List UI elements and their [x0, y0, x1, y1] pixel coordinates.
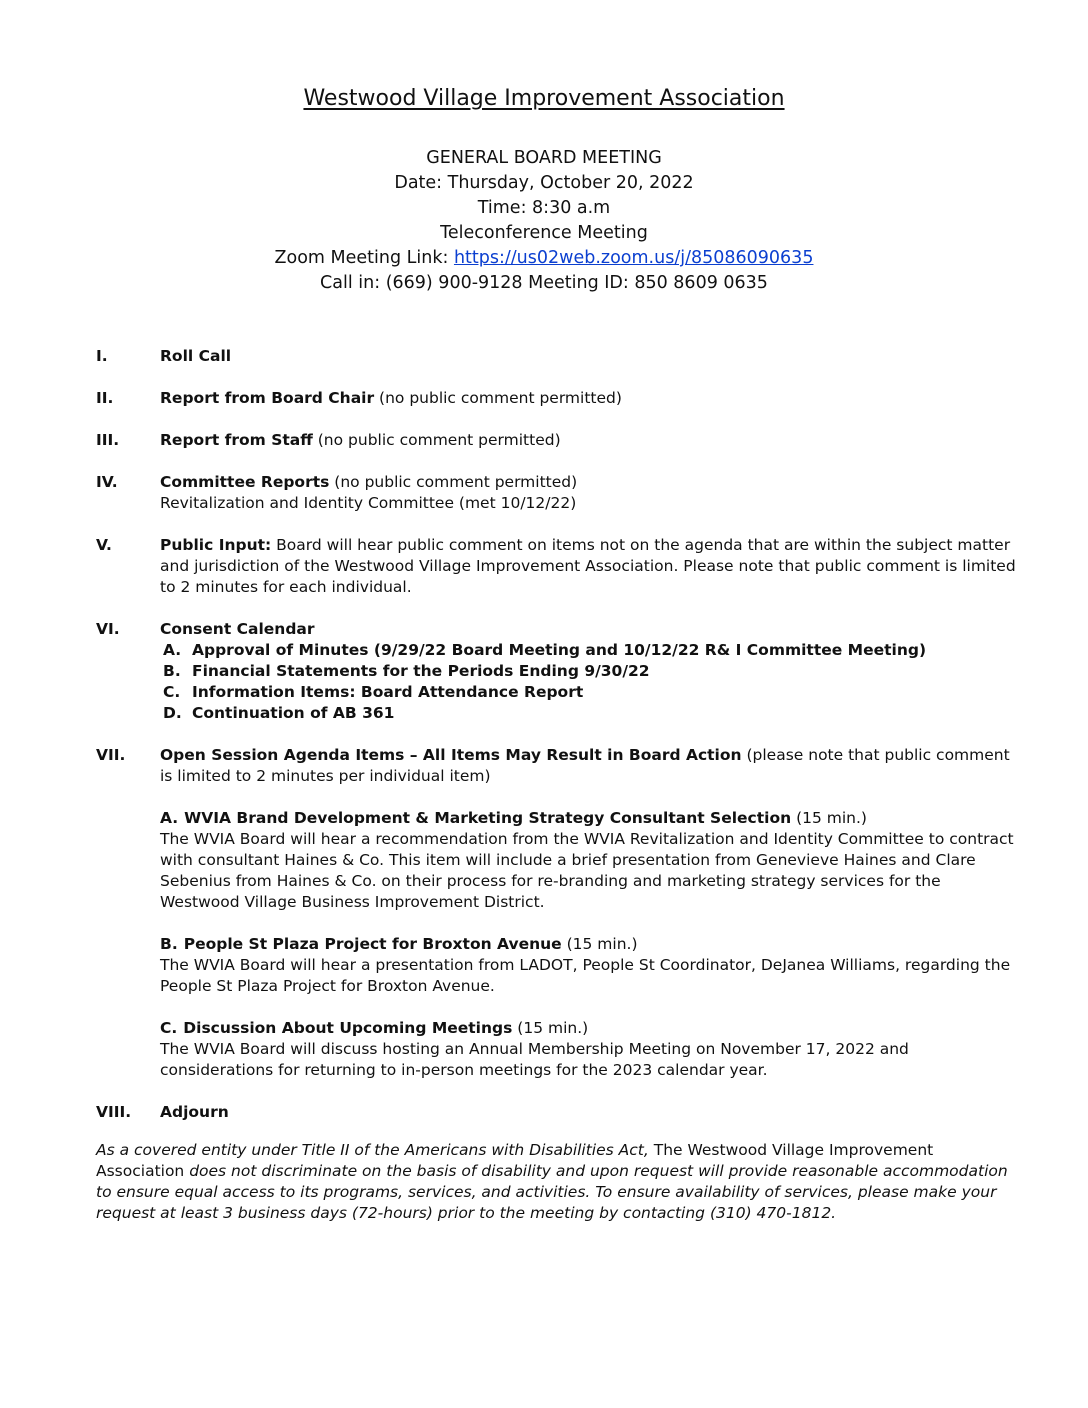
agenda-item-consent-calendar — [96, 619, 1016, 724]
item-title: Roll Call — [160, 347, 232, 365]
topic-description: The WVIA Board will hear a presentation from LADOT, People St Coordinator, DeJanea Williams, regarding the People St Plaza Project for Broxton Avenue. — [160, 956, 1011, 995]
agenda-item-staff-report — [96, 430, 1016, 451]
topic-letter: B. — [160, 935, 178, 953]
item-title: Adjourn — [160, 1103, 229, 1121]
item-note: (please note that public comment is limited to 2 minutes per individual item) — [160, 746, 1010, 785]
item-detail: Revitalization and Identity Committee (met 10/12/22) — [160, 494, 577, 512]
open-session-topic — [160, 1018, 1016, 1081]
item-note: (no public comment permitted) — [329, 473, 578, 491]
meeting-format: Teleconference Meeting — [440, 223, 648, 243]
item-note: Board will hear public comment on items not on the agenda that are within the subject matter and jurisdiction of the Westwood Village Improvement Association. Please note that public comment is limited to 2 minutes for each individual. — [160, 536, 1016, 596]
notice-org: The Westwood Village Improvement Association — [96, 1141, 934, 1180]
item-title: Report from Board Chair — [160, 389, 375, 407]
item-number: VII. — [96, 746, 126, 764]
org-title: Westwood Village Improvement Association — [303, 86, 785, 111]
topic-duration: (15 min.) — [561, 935, 638, 953]
topic-title: WVIA Brand Development & Marketing Strategy Consultant Selection — [184, 809, 792, 827]
agenda-item-board-chair-report — [96, 388, 1016, 409]
list-item: D. Continuation of AB 361 — [163, 704, 395, 722]
item-number: IV. — [96, 473, 118, 491]
ada-notice — [96, 1140, 1016, 1224]
zoom-line — [0, 246, 1088, 271]
item-title: Public Input: — [160, 536, 272, 554]
zoom-link[interactable]: https://us02web.zoom.us/j/85086090635 — [453, 248, 814, 268]
agenda-list — [96, 346, 1016, 1144]
item-title: Committee Reports — [160, 473, 330, 491]
open-session-topic — [160, 934, 1016, 997]
topic-duration: (15 min.) — [512, 1019, 589, 1037]
agenda-item-committee-reports — [96, 472, 1016, 514]
item-number: I. — [96, 347, 108, 365]
item-title: Report from Staff — [160, 431, 313, 449]
list-item: A. Approval of Minutes (9/29/22 Board Meeting and 10/12/22 R& I Committee Meeting) — [163, 641, 927, 659]
topic-description: The WVIA Board will discuss hosting an Annual Membership Meeting on November 17, 2022 and considerations for returning to in-person meetings for the 2023 calendar year. — [160, 1040, 909, 1079]
list-item: C. Information Items: Board Attendance Report — [163, 683, 584, 701]
open-session-topic — [160, 808, 1016, 913]
item-number: II. — [96, 389, 114, 407]
meeting-time: Time: 8:30 a.m — [477, 198, 611, 218]
item-number: V. — [96, 536, 112, 554]
topic-duration: (15 min.) — [791, 809, 867, 827]
topic-description: The WVIA Board will hear a recommendation from the WVIA Revitalization and Identity Committee to contract with consultant Haines & Co. This item will include a brief presentation from Genevieve Haines and Clare Sebenius from Haines & Co. on their process for re-branding and marketing strategy services for the Westwood Village Business Improvement District. — [160, 830, 1014, 911]
agenda-item-adjourn — [96, 1102, 1016, 1123]
item-number: VIII. — [96, 1103, 132, 1121]
meeting-type: GENERAL BOARD MEETING — [426, 148, 662, 168]
notice-rest: does not discriminate on the basis of disability and upon request will provide reasonable accommodation to ensure equal access to its programs, services, and activities. To ensure availability of services, please make your request at least 3 business days (72-hours) prior to the meeting by contacting (310) 470-1812. — [96, 1162, 1008, 1222]
consent-sublist — [160, 640, 1016, 724]
topic-title: People St Plaza Project for Broxton Avenue — [183, 935, 562, 953]
zoom-label: Zoom Meeting Link: — [274, 248, 454, 268]
item-note: (no public comment permitted) — [312, 431, 561, 449]
agenda-item-public-input — [96, 535, 1016, 598]
item-number: VI. — [96, 620, 120, 638]
notice-lead: As a covered entity under Title II of the Americans with Disabilities Act, — [96, 1141, 649, 1159]
item-number: III. — [96, 431, 120, 449]
meeting-date: Date: Thursday, October 20, 2022 — [394, 173, 694, 193]
call-in-line: Call in: (669) 900-9128 Meeting ID: 850 8609 0635 — [320, 273, 768, 293]
item-note: (no public comment permitted) — [374, 389, 622, 407]
topic-title: Discussion About Upcoming Meetings — [183, 1019, 513, 1037]
list-item: B. Financial Statements for the Periods Ending 9/30/22 — [163, 662, 650, 680]
item-title: Consent Calendar — [160, 620, 315, 638]
topic-letter: C. — [160, 1019, 178, 1037]
item-title: Open Session Agenda Items – All Items May Result in Board Action — [160, 746, 742, 764]
agenda-item-open-session — [96, 745, 1016, 1081]
agenda-item-roll-call — [96, 346, 1016, 367]
topic-letter: A. — [160, 809, 179, 827]
